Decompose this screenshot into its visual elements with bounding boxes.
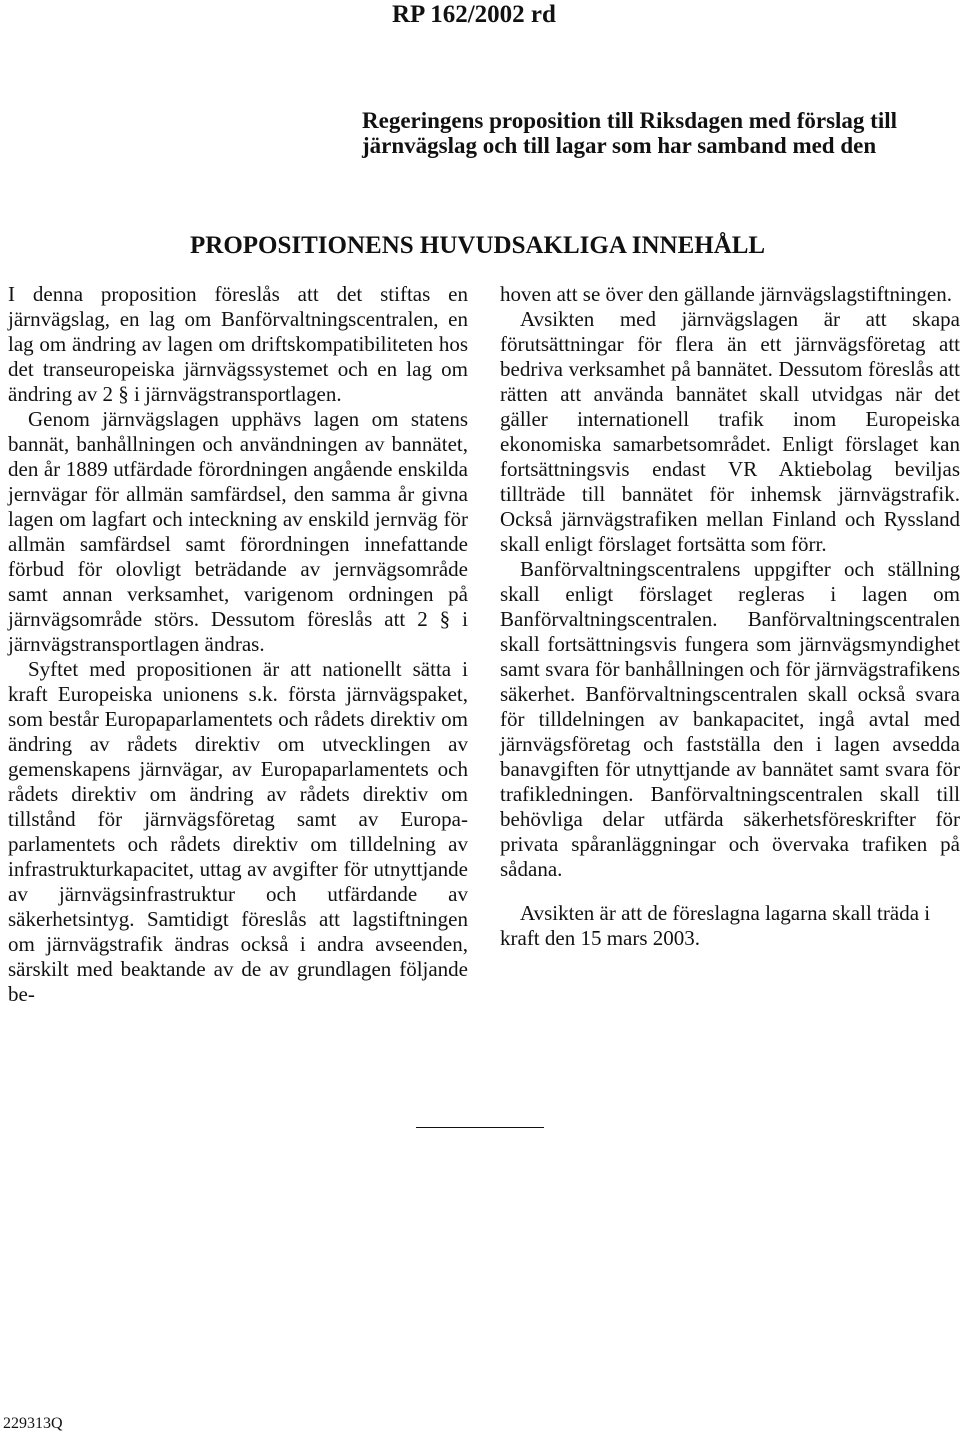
- document-code: 229313Q: [3, 1415, 63, 1432]
- section-heading: PROPOSITIONENS HUVUDSAKLIGA INNEHÅLL: [190, 232, 766, 259]
- left-paragraph-2: Genom järnvägslagen upphävs lagen om statens bannät, banhållningen och användningen av bannätet, den år 1889 utfärdade förordningen angående enskilda jernvägar för allmän samfärdsel, den samma år givna lagen om lagfart och inteckning av enskild jernväg för allmän samfärdsel samt förordningen innefattande förbud för olovligt beträdande av jernvägsområde samt annan verksamhet, varigenom ordningen på järnvägsområde störs. Dessutom föreslås att 2 § i järnvägstransportlagen ändras.: [8, 407, 468, 656]
- left-paragraph-1: I denna proposition föreslås att det stiftas en järnvägslag, en lag om Banförvaltningscentralen, en lag om ändring av lagen om driftskompatibiliteten hos det transeuropeiska järnvägssystemet och en lag om ändring av 2 § i järnvägstransportlagen.: [8, 282, 468, 406]
- right-paragraph-1: hoven att se över den gällande järnvägslagstiftningen.: [500, 282, 952, 306]
- left-paragraph-3: Syftet med propositionen är att nationellt sätta i kraft Europeiska unionens s.k. första järnvägspaket, som består Europaparlamentets och rådets direktiv om ändring av rådets direktiv om utvecklingen av gemenskapens järnvägar, av Europaparlamentets och rådets direktiv om ändring av rådets direktiv om tillstånd för järnvägsföretag samt av Europaparlamentets och rådets direktiv om tilldelning av infrastrukturkapacitet, uttag av avgifter för utnyttjande av järnvägsinfrastruktur och utfärdande av säkerhetsintyg. Samtidigt föreslås att lagstiftningen om järnvägstrafik ändras också i andra avseenden, särskilt med beaktande av de av grundlagen följande be-: [8, 657, 468, 1006]
- document-title: Regeringens proposition till Riksdagen med förslag till järnvägslag och till lagar som har samband med den: [362, 108, 897, 158]
- right-paragraph-2: Avsikten med järnvägslagen är att skapa förutsättningar för flera än ett järnvägsföretag att bedriva verksamhet på bannätet. Dessutom föreslås att rätten att använda bannätet skall utvidgas när det gäller internationell trafik inom Europeiska ekonomiska samarbetsområdet. Enligt förslaget kan fortsättningsvis endast VR Aktiebolag beviljas tillträde till bannätet för inhemsk järnvägstrafik. Också järnvägstrafiken mellan Finland och Ryssland skall enligt förslaget fortsätta som förr.: [500, 307, 960, 556]
- right-paragraph-3: Banförvaltningscentralens uppgifter och ställning skall enligt förslaget regleras i lagen om Banförvaltningscentralen. Banförvaltningscentralen skall fortsättningsvis fungera som järnvägsmyndighet samt svara för banhållningen och för järnvägstrafikens säkerhet. Banförvaltningscentralen skall också svara för tilldelningen av bankapacitet, ingå avtal med järnvägsföretag och fastställa den i lagen avsedda banavgiften för utnyttjande av bannätet samt svara för trafikledningen. Banförvaltningscentralen skall till behövliga delar utfärda säkerhetsföreskrifter för privata spåranläggningar och övervaka trafiken på sådana.: [500, 557, 960, 881]
- separator-rule: [416, 1127, 544, 1128]
- document-reference: RP 162/2002 rd: [392, 1, 556, 28]
- right-column: [500, 282, 960, 951]
- left-column: [8, 282, 468, 1007]
- right-paragraph-4: Avsikten är att de föreslagna lagarna skall träda i kraft den 15 mars 2003.: [500, 901, 931, 950]
